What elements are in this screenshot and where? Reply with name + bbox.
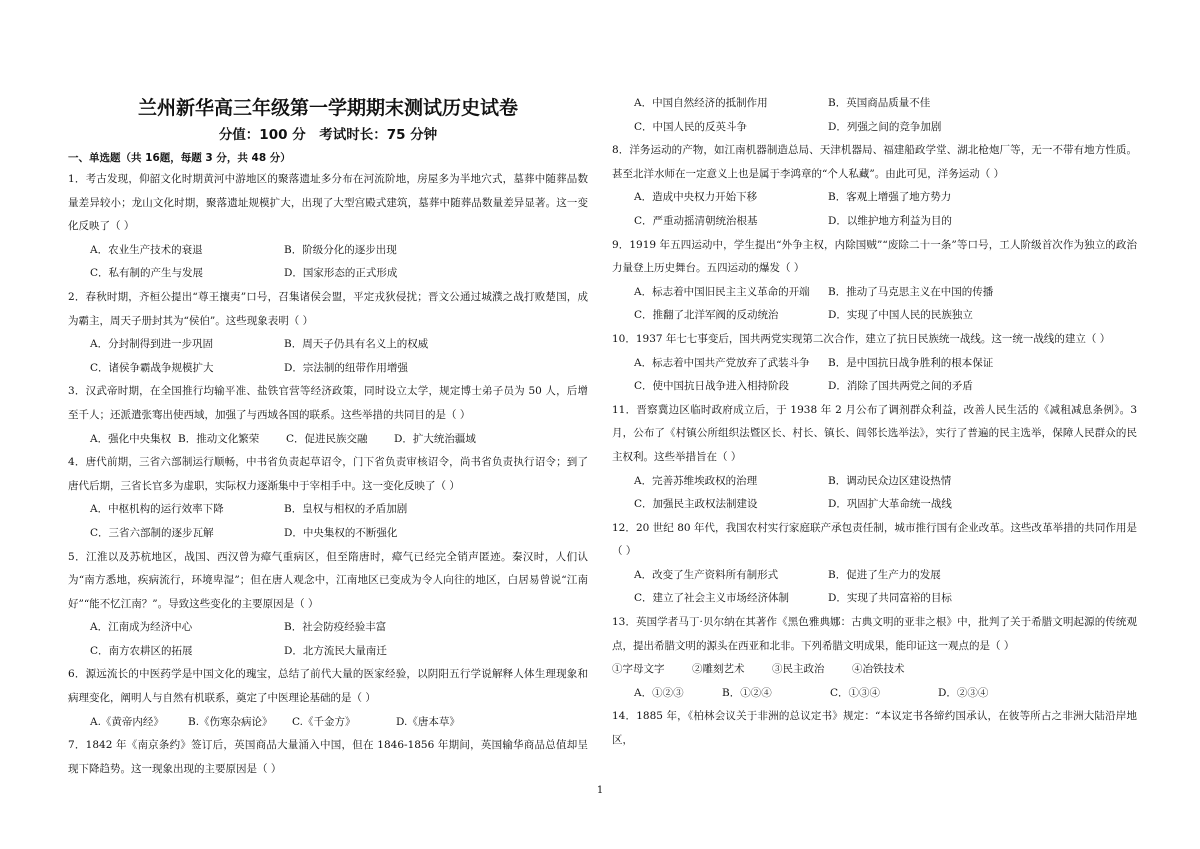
question-10: 10．1937 年七七事变后，国共两党实现第二次合作，建立了抗日民族统一战线。这一统一战线的建立（ ） — [612, 332, 1111, 345]
exam-subtitle: 分值：100 分 考试时长：75 分钟 — [218, 127, 438, 143]
option-b: B．推动文化繁荣 — [178, 432, 260, 445]
option-b: B．促进了生产力的发展 — [828, 568, 941, 581]
question-3: 3．汉武帝时期，在全国推行均输平准、盐铁官营等经济政策，同时设立太学，规定博士弟子员为 50 人，后增至千人；还派遣张骞出使西域，加强了与西域各国的联系。这些举措的共同目的是（ ） — [68, 385, 588, 421]
question-12-options — [612, 564, 1137, 611]
option-b: B．客观上增强了地方势力 — [828, 191, 952, 204]
item-1: ①字母文字 — [612, 663, 665, 676]
option-a: A．①②③ — [634, 686, 684, 699]
option-d: D．中央集权的不断强化 — [284, 526, 398, 539]
question-5-options — [68, 616, 588, 663]
question-10-options — [612, 352, 1137, 399]
exam-title: 兰州新华高三年级第一学期期末测试历史试卷 — [137, 97, 518, 119]
question-3-options — [68, 428, 588, 452]
option-d: D．宗法制的纽带作用增强 — [284, 361, 408, 374]
question-11-options — [612, 470, 1137, 517]
question-13: 13．英国学者马丁·贝尔纳在其著作《黑色雅典娜：古典文明的亚非之根》中，批判了关于希腊文明起源的传统观点，提出希腊文明的源头在西亚和北非。下列希腊文明成果，能印证这一观点的是（ ） — [612, 616, 1137, 652]
option-a: A．改变了生产资料所有制形式 — [634, 568, 779, 581]
option-d: D．列强之间的竞争加剧 — [828, 120, 942, 133]
option-a: A．标志着中国旧民主主义革命的开端 — [634, 285, 810, 298]
option-d: D．国家形态的正式形成 — [284, 267, 398, 280]
option-a: A．造成中央权力开始下移 — [634, 191, 758, 204]
option-d: D．巩固扩大革命统一战线 — [828, 498, 952, 511]
option-d: D．实现了共同富裕的目标 — [828, 592, 952, 605]
option-d: D.《唐本草》 — [396, 715, 460, 728]
question-7: 7．1842 年《南京条约》签订后，英国商品大量涌入中国，但在 1846-1856 年期间，英国输华商品总值却呈现下降趋势。这一现象出现的主要原因是（ ） — [68, 739, 588, 775]
question-13-items — [612, 658, 1137, 682]
right-column — [612, 0, 1137, 753]
option-b: B．皇权与相权的矛盾加剧 — [284, 503, 408, 516]
option-c: C．①③④ — [830, 686, 881, 699]
question-13-options — [612, 682, 1137, 706]
question-8-options — [612, 186, 1137, 233]
option-d: D．消除了国共两党之间的矛盾 — [828, 380, 973, 393]
option-d: D．扩大统治疆域 — [394, 432, 476, 445]
option-a: A．江南成为经济中心 — [90, 621, 193, 634]
question-4-options — [68, 498, 588, 545]
option-b: B．英国商品质量不佳 — [828, 97, 931, 109]
option-b: B.《伤寒杂病论》 — [188, 715, 273, 728]
option-d: D．以维护地方利益为目的 — [828, 214, 952, 227]
question-11: 11．晋察冀边区临时政府成立后，于 1938 年 2 月公布了调剂群众利益，改善人民生活的《减租减息条例》。3 月，公布了《村镇公所组织法暨区长、村长、镇长、闾邻长选举法》，实行了普遍的民主选举，保障人民群众的民主权利。这些举措旨在（ ） — [612, 403, 1137, 463]
question-2: 2．春秋时期，齐桓公提出“尊王攘夷”口号，召集诸侯会盟，平定戎狄侵扰；晋文公通过城濮之战打败楚国，成为霸主，周天子册封其为“侯伯”。这些现象表明（ ） — [68, 290, 588, 327]
question-14: 14．1885 年，《柏林会议关于非洲的总议定书》规定：“本议定书各缔约国承认，在彼等所占之非洲大陆沿岸地区， — [612, 710, 1137, 747]
question-2-options — [68, 333, 588, 380]
option-c: C．促进民族交融 — [286, 432, 368, 445]
question-9-options — [612, 281, 1137, 328]
item-4: ④冶铁技术 — [852, 663, 905, 676]
option-a: A.《黄帝内经》 — [90, 715, 164, 728]
option-d: D．北方流民大量南迁 — [284, 644, 387, 657]
question-9: 9．1919 年五四运动中，学生提出“外争主权，内除国贼”“废除二十一条”等口号，工人阶级首次作为独立的政治力量登上历史舞台。五四运动的爆发（ ） — [612, 238, 1137, 275]
option-a: A．中国自然经济的抵制作用 — [634, 97, 768, 109]
option-b: B．社会防疫经验丰富 — [284, 621, 387, 634]
option-c: C．加强民主政权法制建设 — [634, 498, 758, 511]
option-b: B．周天子仍具有名义上的权威 — [284, 338, 429, 351]
question-1-options — [68, 239, 588, 286]
option-c: C．建立了社会主义市场经济体制 — [634, 592, 790, 605]
option-b: B．推动了马克思主义在中国的传播 — [828, 285, 994, 298]
left-column — [68, 0, 588, 781]
option-d: D．实现了中国人民的民族独立 — [828, 309, 973, 322]
option-a: A．标志着中国共产党放弃了武装斗争 — [634, 356, 810, 369]
question-7-options — [612, 92, 1137, 139]
option-d: D．②③④ — [938, 686, 989, 699]
question-6: 6．源远流长的中医药学是中国文化的瑰宝，总结了前代大量的医家经验，以阴阳五行学说解释人体生理现象和病理变化，阐明人与自然有机联系，奠定了中医理论基础的是（ ） — [68, 668, 588, 705]
option-c: C．南方农耕区的拓展 — [90, 644, 193, 657]
option-a: A．强化中央集权 — [90, 432, 172, 445]
question-12: 12．20 世纪 80 年代，我国农村实行家庭联产承包责任制，城市推行国有企业改革。这些改革举措的共同作用是（ ） — [612, 521, 1137, 558]
option-b: B．①②④ — [722, 686, 772, 699]
option-c: C．诸侯争霸战争规模扩大 — [90, 361, 214, 374]
option-a: A．中枢机构的运行效率下降 — [90, 503, 224, 516]
option-c: C.《千金方》 — [292, 715, 356, 728]
option-c: C．私有制的产生与发展 — [90, 267, 204, 280]
option-a: A．农业生产技术的衰退 — [90, 243, 203, 256]
item-3: ③民主政治 — [772, 663, 825, 676]
item-2: ②雕刻艺术 — [692, 663, 745, 676]
question-1: 1．考古发现，仰韶文化时期黄河中游地区的聚落遗址多分布在河流阶地，房屋多为半地穴式，墓葬中随葬品数量差异较小；龙山文化时期，聚落遗址规模扩大，出现了大型宫殿式建筑，墓葬中随葬品数量差异显著。这一变化反映了（ ） — [68, 173, 588, 233]
option-c: C．中国人民的反英斗争 — [634, 120, 748, 133]
option-b: B．调动民众边区建设热情 — [828, 474, 952, 487]
option-a: A．完善苏维埃政权的治理 — [634, 474, 758, 487]
option-c: C．严重动摇清朝统治根基 — [634, 214, 758, 227]
question-5: 5．江淮以及苏杭地区，战国、西汉曾为瘴气重病区，但至隋唐时，瘴气已经完全销声匿迹。秦汉时，人们认为“南方悉地，疾病流行，环境卑湿”；但在唐人观念中，江南地区已变成为令人向往的地区，白居易曾说“江南好”“能不忆江南？”。导致这些变化的主要原因是（ ） — [68, 550, 588, 610]
option-c: C．三省六部制的逐步瓦解 — [90, 526, 214, 539]
option-b: B．是中国抗日战争胜利的根本保证 — [828, 356, 994, 369]
option-b: B．阶级分化的逐步出现 — [284, 243, 397, 256]
option-c: C．推翻了北洋军阀的反动统治 — [634, 309, 779, 322]
page-number: 1 — [596, 785, 604, 796]
question-8: 8．洋务运动的产物，如江南机器制造总局、天津机器局、福建船政学堂、湖北枪炮厂等，无一不带有地方性质。甚至北洋水师在一定意义上也是属于李鸿章的“个人私藏”。由此可见，洋务运动（ ） — [612, 144, 1137, 180]
option-c: C．使中国抗日战争进入相持阶段 — [634, 380, 790, 393]
question-4: 4．唐代前期，三省六部制运行顺畅，中书省负责起草诏令，门下省负责审核诏令，尚书省负责执行诏令；到了唐代后期，三省长官多为虚职，实际权力逐渐集中于宰相手中。这一变化反映了（ ） — [68, 456, 588, 492]
section-heading: 一、单选题（共 16题，每题 3 分，共 48 分） — [68, 152, 291, 164]
option-a: A．分封制得到进一步巩固 — [90, 338, 214, 351]
question-6-options — [68, 711, 588, 735]
